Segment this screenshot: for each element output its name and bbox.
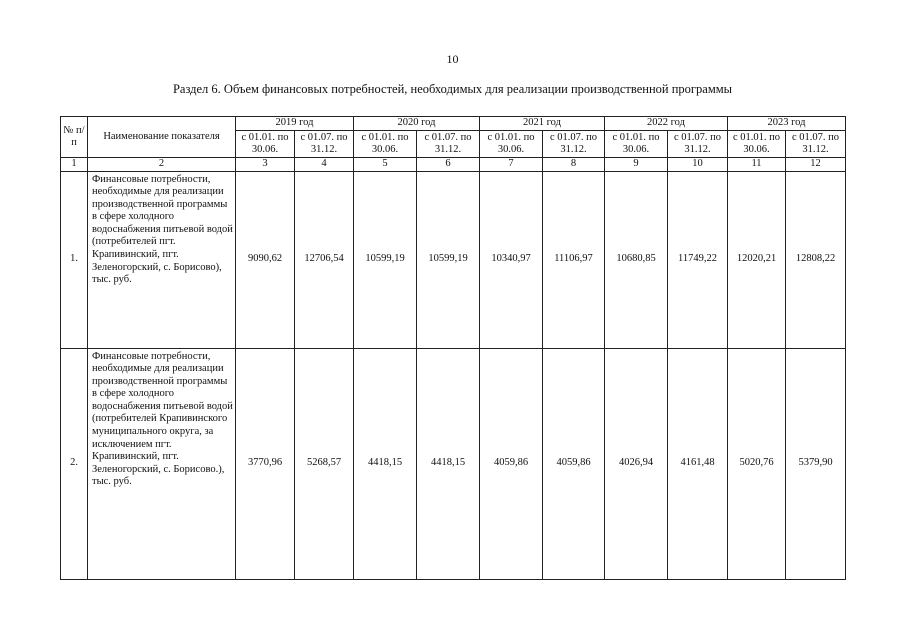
value-cell: 5379,90 xyxy=(786,348,846,579)
column-number: 11 xyxy=(728,158,786,172)
header-year-2021: 2021 год xyxy=(480,117,605,131)
header-period-first-half: с 01.01. по 30.06. xyxy=(605,131,668,158)
value-cell: 11749,22 xyxy=(668,171,728,348)
header-year-2020: 2020 год xyxy=(354,117,480,131)
value-cell: 4059,86 xyxy=(480,348,543,579)
value-cell: 5020,76 xyxy=(728,348,786,579)
value-cell: 10680,85 xyxy=(605,171,668,348)
section-title: Раздел 6. Объем финансовых потребностей, необходимых для реализации производственной программы xyxy=(172,82,733,96)
value-cell: 4026,94 xyxy=(605,348,668,579)
column-number: 8 xyxy=(543,158,605,172)
column-number: 7 xyxy=(480,158,543,172)
value-cell: 4418,15 xyxy=(417,348,480,579)
column-number: 6 xyxy=(417,158,480,172)
page-number: 10 xyxy=(446,52,459,66)
value-cell: 12808,22 xyxy=(786,171,846,348)
value-cell: 10599,19 xyxy=(417,171,480,348)
value-cell: 4418,15 xyxy=(354,348,417,579)
value-cell: 10599,19 xyxy=(354,171,417,348)
column-number: 12 xyxy=(786,158,846,172)
header-year-2022: 2022 год xyxy=(605,117,728,131)
header-period-second-half: с 01.07. по 31.12. xyxy=(668,131,728,158)
value-cell: 3770,96 xyxy=(236,348,295,579)
header-period-first-half: с 01.01. по 30.06. xyxy=(728,131,786,158)
column-number: 1 xyxy=(61,158,88,172)
header-year-2023: 2023 год xyxy=(728,117,846,131)
value-cell: 4059,86 xyxy=(543,348,605,579)
indicator-name: Финансовые потребности, необходимые для реализации производственной программы в сфере холодного водоснабжения питьевой водой (потребителей Крапивинского муниципального округа, за исключением пгт. Крапивинский, пгт. Зеленогорский, с. Борисово.), тыс. руб. xyxy=(88,348,236,579)
row-number: 2. xyxy=(61,348,88,579)
header-period-second-half: с 01.07. по 31.12. xyxy=(295,131,354,158)
financial-needs-table xyxy=(60,116,846,580)
header-year-2019: 2019 год xyxy=(236,117,354,131)
table-row xyxy=(61,171,846,348)
value-cell: 5268,57 xyxy=(295,348,354,579)
header-period-first-half: с 01.01. по 30.06. xyxy=(236,131,295,158)
value-cell: 11106,97 xyxy=(543,171,605,348)
indicator-name: Финансовые потребности, необходимые для реализации производственной программы в сфере холодного водоснабжения питьевой водой (потребителей пгт. Крапивинский, пгт. Зеленогорский, с. Борисово), тыс. руб. xyxy=(88,171,236,348)
column-number: 3 xyxy=(236,158,295,172)
header-name: Наименование показателя xyxy=(88,117,236,158)
header-period-first-half: с 01.01. по 30.06. xyxy=(354,131,417,158)
value-cell: 12706,54 xyxy=(295,171,354,348)
column-number: 9 xyxy=(605,158,668,172)
header-period-second-half: с 01.07. по 31.12. xyxy=(786,131,846,158)
header-period-second-half: с 01.07. по 31.12. xyxy=(417,131,480,158)
table-row xyxy=(61,348,846,579)
header-num: № п/п xyxy=(61,117,88,158)
value-cell: 9090,62 xyxy=(236,171,295,348)
value-cell: 12020,21 xyxy=(728,171,786,348)
header-period-first-half: с 01.01. по 30.06. xyxy=(480,131,543,158)
header-period-second-half: с 01.07. по 31.12. xyxy=(543,131,605,158)
column-numbers-row xyxy=(61,158,846,172)
row-number: 1. xyxy=(61,171,88,348)
column-number: 4 xyxy=(295,158,354,172)
column-number: 5 xyxy=(354,158,417,172)
value-cell: 4161,48 xyxy=(668,348,728,579)
column-number: 10 xyxy=(668,158,728,172)
value-cell: 10340,97 xyxy=(480,171,543,348)
column-number: 2 xyxy=(88,158,236,172)
